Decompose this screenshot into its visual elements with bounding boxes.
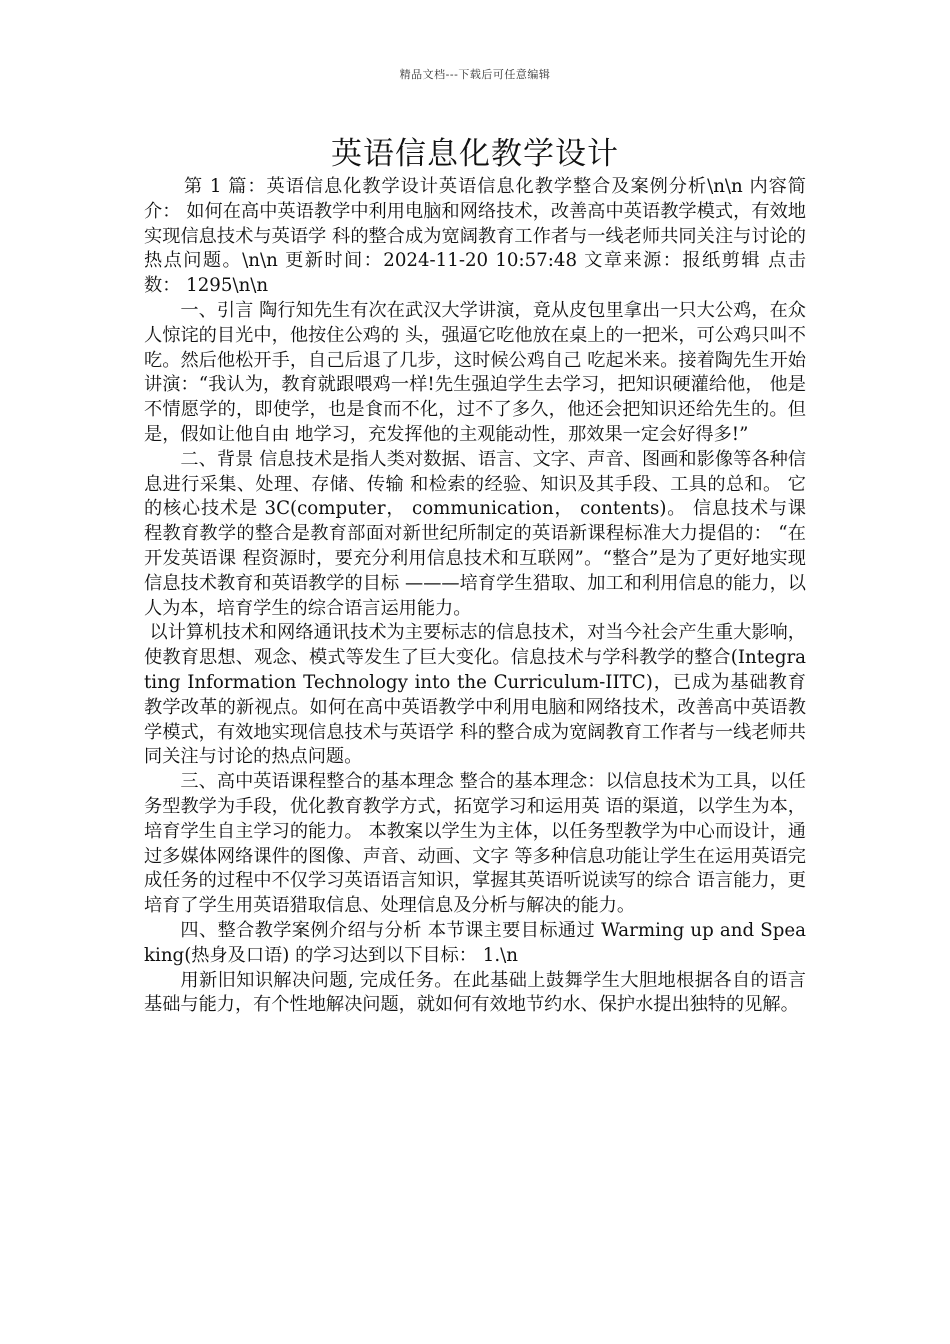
section-intro-paragraph: 一、引言 陶行知先生有次在武汉大学讲演，竟从皮包里拿出一只大公鸡，在众人惊诧的目光中，他按住公鸡的 头，强逼它吃他放在桌上的一把米，可公鸡只叫不吃。然后他松开手，自己后退了几步，这时候公鸡自己 吃起米来。接着陶先生开始讲演：“我认为，教育就跟喂鸡一样!先生强迫学生去学习，把知识硬灌给他， 他是不情愿学的，即使学，也是食而不化，过不了多久，他还会把知识还给先生的。但是，假如让他自由 地学习，充发挥他的主观能动性，那效果一定会好得多!”	[144, 299, 806, 445]
section-background-paragraph: 二、背景 信息技术是指人类对数据、语言、文字、声音、图画和影像等各种信息进行采集、处理、存储、传输 和检索的经验、知识及其手段、工具的总和。 它的核心技术是 3C(computer， communication， contents)。 信息技术与课程教育教学的整合是教育部面对新世纪所制定的英语新课程标准大力提倡的： “在开发英语课 程资源时，要充分利用信息技术和互联网”。“整合”是为了更好地实现信息技术教育和英语教学的目标 ———培育学生猎取、加工和利用信息的能力，以人为本，培育学生的综合语言运用能力。	[144, 448, 806, 619]
document-body	[144, 175, 806, 1018]
section-concept-paragraph: 三、高中英语课程整合的基本理念 整合的基本理念：以信息技术为工具，以任务型教学为手段，优化教育教学方式，拓宽学习和运用英 语的渠道，以学生为本，培育学生自主学习的能力。 本教案以学生为主体，以任务型教学为中心而设计，通过多媒体网络课件的图像、声音、动画、文字 等多种信息功能让学生在运用英语完成任务的过程中不仅学习英语语言知识，掌握其英语听说读写的综合 语言能力，更培育了学生用英语猎取信息、处理信息及分析与解决的能力。	[144, 771, 806, 917]
section-background-continued-paragraph: 以计算机技术和网络通讯技术为主要标志的信息技术，对当今社会产生重大影响，使教育思想、观念、模式等发生了巨大变化。信息技术与学科教学的整合(Integrating Information Technology into the Curriculum-IITC)，已成为基础教育教学改革的新视点。如何在高中英语教学中利用电脑和网络技术，改善高中英语教学模式，有效地实现信息技术与英语学 科的整合成为宽阔教育工作者与一线老师共同关注与讨论的热点问题。	[144, 622, 806, 768]
document-title: 英语信息化教学设计	[331, 136, 619, 172]
section-case-continued-paragraph: 用新旧知识解决问题, 完成任务。在此基础上鼓舞学生大胆地根据各自的语言基础与能力，有个性地解决问题，就如何有效地节约水、保护水提出独特的见解。	[144, 969, 806, 1016]
section-case-paragraph: 四、整合教学案例介绍与分析 本节课主要目标通过 Warming up and Speaking(热身及口语) 的学习达到以下目标： 1.\n	[144, 919, 806, 966]
header-note: 精品文档---下载后可任意编辑	[399, 68, 551, 81]
intro-paragraph: 第 1 篇：英语信息化教学设计英语信息化教学整合及案例分析\n\n 内容简介： 如何在高中英语教学中利用电脑和网络技术，改善高中英语教学模式，有效地实现信息技术与英语学 科的整合成为宽阔教育工作者与一线老师共同关注与讨论的热点问题。\n\n 更新时间：2024-11-20 10:57:48 文章来源：报纸剪辑 点击数： 1295\n\n	[144, 176, 806, 297]
